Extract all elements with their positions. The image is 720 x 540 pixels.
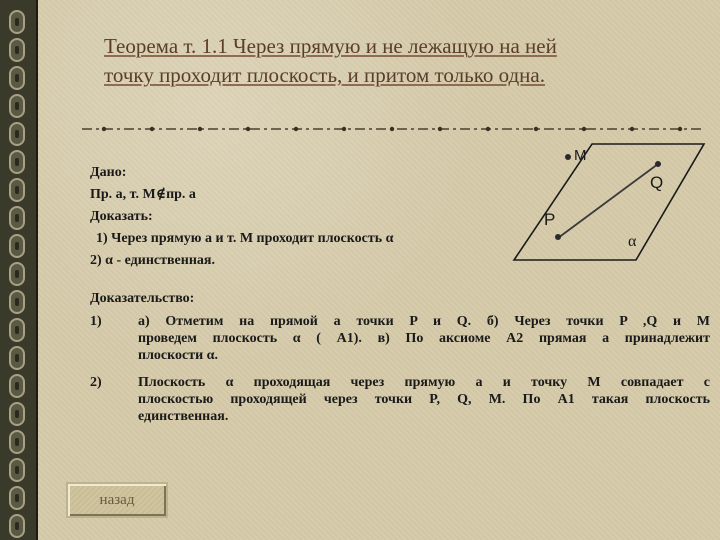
step-1-line: проведем плоскость α ( A1). в) По аксиоме A2 прямая а принадлежит: [138, 331, 710, 346]
chain-link-icon: [9, 94, 25, 118]
proof-heading: Доказательство:: [90, 291, 195, 306]
step-2-line: плоскостью проходящей через точки P, Q, M. По A1 такая плоскость: [138, 392, 710, 407]
prove-label: Доказать:: [90, 209, 153, 224]
title-line-2: точку проходит плоскость, и притом только одна.: [104, 63, 545, 87]
chain-link-icon: [9, 234, 25, 258]
plane-figure: [500, 140, 710, 270]
step-1-number: 1): [90, 314, 102, 329]
line-a: [558, 164, 658, 238]
chain-link-icon: [9, 318, 25, 342]
point-m-label: M: [574, 147, 587, 164]
plane-alpha-label: α: [628, 233, 637, 250]
step-2-line: единственная.: [138, 409, 229, 424]
chain-link-icon: [9, 402, 25, 426]
given-label: Дано:: [90, 165, 127, 180]
step-1-line: плоскости α.: [138, 348, 218, 363]
claim-1: 1) Через прямую а и т. М проходит плоскость α: [96, 231, 394, 246]
point-p-label: P: [544, 210, 556, 229]
theorem-title: [104, 32, 704, 90]
point-q-dot: [655, 161, 661, 167]
point-m-dot: [565, 154, 571, 160]
proof-block: [90, 290, 710, 435]
chain-link-icon: [9, 458, 25, 482]
decorative-chain-strip: [0, 0, 38, 540]
step-2-line: Плоскость α проходящая через прямую а и точку M совпадает с: [138, 375, 710, 390]
point-p-dot: [555, 234, 561, 240]
step-1-line: а) Отметим на прямой а точки P и Q. б) Через точки P ,Q и M: [138, 314, 710, 329]
chain-link-icon: [9, 262, 25, 286]
plane-alpha: [514, 144, 704, 260]
step-2-number: 2): [90, 375, 102, 390]
dash-dot-divider: [82, 122, 702, 136]
chain-link-icon: [9, 290, 25, 314]
chain-link-icon: [9, 514, 25, 538]
point-q-label: Q: [650, 173, 664, 192]
proof-step-2: [90, 374, 710, 425]
given-condition: Пр. а, т. М∉пр. а: [90, 187, 196, 202]
chain-link-icon: [9, 38, 25, 62]
chain-link-icon: [9, 486, 25, 510]
chain-link-icon: [9, 178, 25, 202]
proof-step-1: [90, 313, 710, 364]
claim-2: 2) α - единственная.: [90, 253, 215, 268]
chain-link-icon: [9, 66, 25, 90]
chain-link-icon: [9, 346, 25, 370]
chain-link-icon: [9, 122, 25, 146]
chain-link-icon: [9, 430, 25, 454]
chain-link-icon: [9, 10, 25, 34]
back-button[interactable]: назад: [66, 482, 168, 518]
chain-link-icon: [9, 206, 25, 230]
given-block: [90, 162, 510, 272]
chain-link-icon: [9, 374, 25, 398]
title-line-1: Теорема т. 1.1 Через прямую и не лежащую на ней: [104, 34, 557, 58]
chain-link-icon: [9, 150, 25, 174]
